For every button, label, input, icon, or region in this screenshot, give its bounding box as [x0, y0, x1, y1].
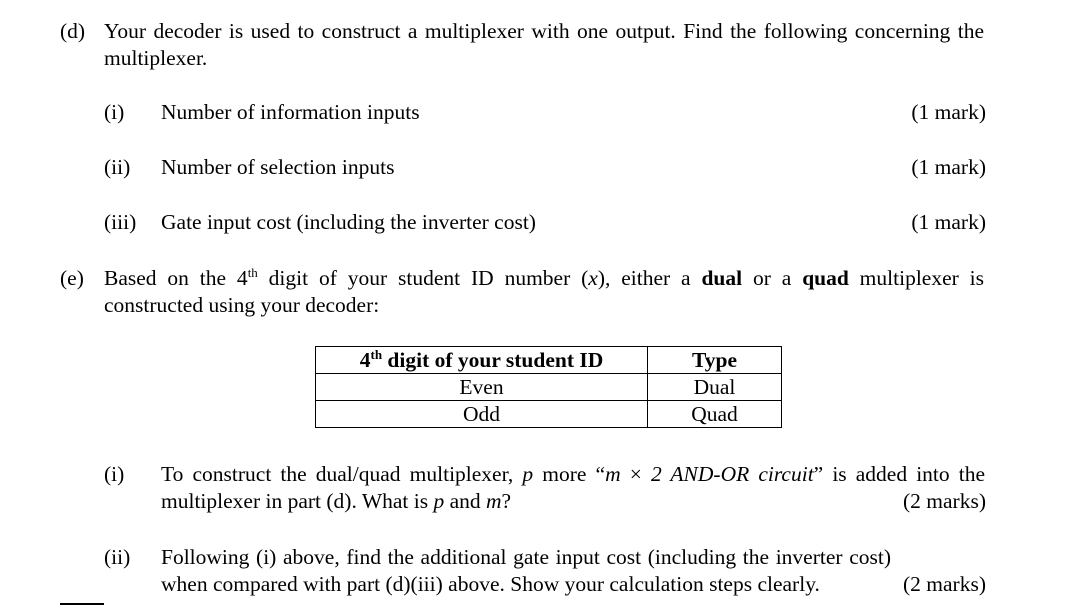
table-row [316, 401, 782, 428]
table-header-digit: 4th digit of your student ID [316, 347, 648, 374]
part-e-label: (e) [60, 266, 84, 290]
part-e-item-i-label: (i) [104, 462, 125, 486]
type-table [315, 346, 782, 428]
part-e-item-ii-mark: (2 marks) [903, 572, 986, 596]
part-e-item-i-mark: (2 marks) [903, 489, 986, 513]
part-e-item-ii-label: (ii) [104, 545, 131, 569]
part-d-item-ii-label: (ii) [104, 155, 131, 179]
footer-rule [60, 603, 104, 605]
part-d-item-i-text: Number of information inputs [161, 100, 420, 124]
part-d-item-iii-text: Gate input cost (including the inverter cost) [161, 210, 536, 234]
table-header-row [316, 347, 782, 374]
table-cell-digit: Even [316, 374, 648, 401]
dual-emphasis: dual [701, 266, 743, 290]
part-d-item-ii-text: Number of selection inputs [161, 155, 395, 179]
part-d-item-i-label: (i) [104, 100, 125, 124]
part-d-item-i-mark: (1 mark) [911, 100, 986, 124]
part-d-label: (d) [60, 19, 86, 43]
part-e-item-i-text: To construct the dual/quad multiplexer, p more “m × 2 AND-OR circuit” is added into the multiplexer in part (d). What is p and m? [161, 462, 986, 513]
part-e-item-ii-text: Following (i) above, find the additional gate input cost (including the inverter cost) when compared with part (d)(iii) above. Show your calculation steps clearly. [161, 545, 891, 596]
table-cell-digit: Odd [316, 401, 648, 428]
part-d-item-ii-mark: (1 mark) [911, 155, 986, 179]
quad-emphasis: quad [802, 266, 849, 290]
table-row [316, 374, 782, 401]
table-cell-type: Quad [648, 401, 782, 428]
table-cell-type: Dual [648, 374, 782, 401]
part-e-question: Based on the 4th digit of your student ID number (x), either a dual or a quad multiplexer is constructed using your decoder: [104, 265, 985, 317]
table-header-type: Type [648, 347, 782, 374]
part-d-question: Your decoder is used to construct a multiplexer with one output. Find the following concerning the multiplexer. [104, 19, 984, 70]
part-d-item-iii-mark: (1 mark) [911, 210, 986, 234]
part-d-item-iii-label: (iii) [104, 210, 137, 234]
